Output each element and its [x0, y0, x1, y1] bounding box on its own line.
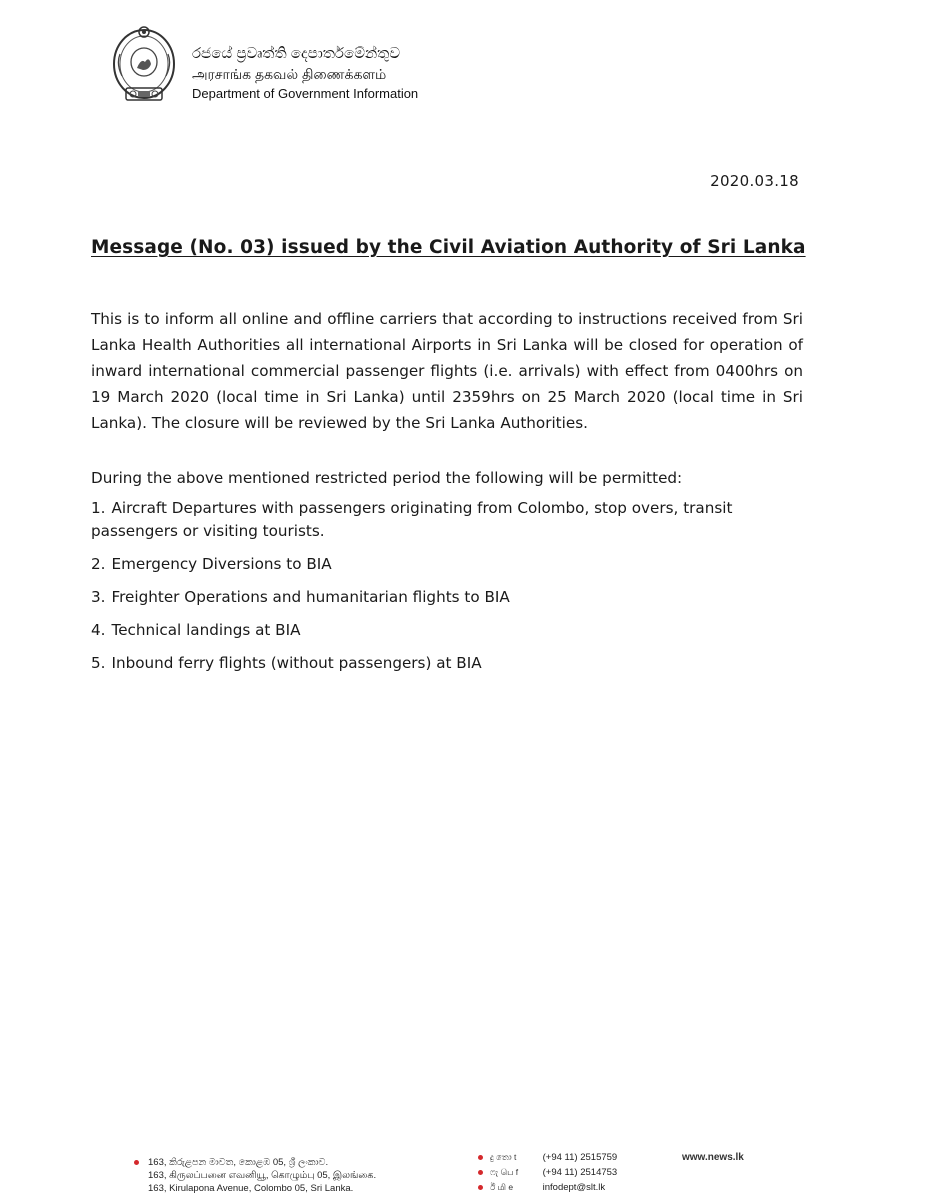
fax-label: ෆැ பெ f: [490, 1167, 519, 1177]
body-paragraph: This is to inform all online and offline carriers that according to instructions received from Sri Lanka Health Authorities all international Airports in Sri Lanka will be closed for operation of inward international commercial passenger flights (i.e. arrivals) with effect from 0400hrs on 19 March 2020 (local time in Sri Lanka) until 2359hrs on 25 March 2020 (local time in Sri Lanka). The closure will be reviewed by the Sri Lanka Authorities.: [91, 310, 803, 432]
footer-address: [134, 1156, 376, 1195]
list-item-number: 1.: [91, 499, 106, 517]
footer-contact: [478, 1150, 617, 1195]
bullet-icon: [478, 1155, 483, 1160]
sri-lanka-emblem-icon: [108, 24, 180, 108]
department-name-sinhala: රජයේ ප්‍රවෘත්ති දෙපාර්තමේන්තුව: [192, 45, 401, 62]
fax-row: [478, 1165, 617, 1180]
website-link[interactable]: www.news.lk: [682, 1152, 744, 1163]
permitted-list: [91, 497, 803, 685]
bullet-icon: [478, 1170, 483, 1175]
list-item-text: Freighter Operations and humanitarian flights to BIA: [111, 588, 510, 606]
document-date: 2020.03.18: [710, 172, 799, 190]
list-item-text: Technical landings at BIA: [111, 621, 301, 639]
list-item: [91, 619, 803, 642]
address-tamil: 163, கிருலப்பனை எவனியூ, கொழும்பு 05, இலங்கை.: [148, 1170, 377, 1181]
list-item-text: Inbound ferry flights (without passengers) at BIA: [111, 654, 482, 672]
telephone-number: (+94 11) 2515759: [542, 1152, 618, 1163]
department-name-block: [192, 44, 418, 104]
department-name-tamil: அரசாங்க தகவல் திணைக்களம்: [192, 66, 387, 82]
email-row: [478, 1180, 617, 1195]
address-sinhala: 163, කිරුළපන මාවත, කොළඹ 05, ශ්‍රී ලංකාව.: [148, 1157, 329, 1168]
telephone-row: [478, 1150, 617, 1165]
bullet-icon: [134, 1160, 139, 1165]
document-title: Message (No. 03) issued by the Civil Aviation Authority of Sri Lanka: [91, 237, 806, 258]
list-item: [91, 652, 803, 675]
email-address[interactable]: infodept@slt.lk: [542, 1182, 606, 1193]
footer: [0, 1150, 927, 1200]
list-item-text: Aircraft Departures with passengers originating from Colombo, stop overs, transit passengers or visiting tourists.: [91, 499, 733, 540]
list-item-text: Emergency Diversions to BIA: [111, 555, 332, 573]
address-english: 163, Kirulapona Avenue, Colombo 05, Sri Lanka.: [148, 1183, 354, 1194]
fax-number: (+94 11) 2514753: [542, 1167, 618, 1178]
telephone-label: දු තො t: [490, 1152, 517, 1162]
list-item-number: 3.: [91, 588, 106, 606]
email-label: ඊ மி e: [490, 1182, 514, 1192]
list-item: [91, 553, 803, 576]
department-name-english: Department of Government Information: [192, 86, 419, 101]
list-item: [91, 586, 803, 609]
list-item-number: 2.: [91, 555, 106, 573]
bullet-icon: [478, 1185, 483, 1190]
permitted-intro: During the above mentioned restricted period the following will be permitted:: [91, 469, 683, 487]
list-item: [91, 497, 803, 543]
list-item-number: 5.: [91, 654, 106, 672]
list-item-number: 4.: [91, 621, 106, 639]
